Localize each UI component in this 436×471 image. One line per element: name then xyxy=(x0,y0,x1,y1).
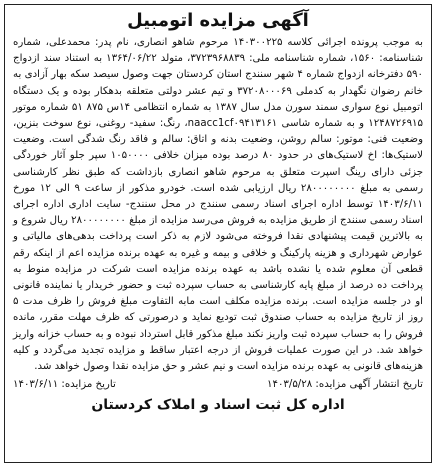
auction-notice xyxy=(4,4,432,463)
notice-body: به موجب پرونده اجرائی کلاسه ۱۴۰۳۰۰۲۲۵ مرحوم شاهو انصاری، نام پدر: محمدعلی، شماره شناسنامه: ۱۵۶۰، شماره شناسنامه ملی: ۳۷۲۳۹۶۸۸۳۹، متولد ۱۳۶۴/۰۶/۲۲ به استناد سند ازدواج ۵۹۰ دفترخانه ازدواج شماره ۴ شهر سنندج استان کردستان جهت وصول سیصد سکه بهار آزادی به خانم رضوان نگهدار به کدملی ۳۷۲۰۸۰۰۰۶۹ و تیم عشر دولتی متعلقه بدهکار بوده و یک دستگاه اتومبیل نوع سواری سمند سورن مدل سال ۱۳۸۷ به شماره انتظامی ۱۴س ۸۷۵ ۵۱ شماره موتور ۱۲۴۸۷۲۶۹۱۵ و به شماره شاسی naacc1cf۰۹۴۱۳۱۶۱، رنگ: سفید- روغنی، نوع سوخت بنزین، وضعیت فنی: موتور: سالم روشن، وضعیت بدنه و اتاق: سالم و فاقد رنگ شدگی است. وضعیت لاستیک‌ها: اخ لاستیک‌های در حدود ۸۰ درصد بوده میزان خلافی ۱۰۵۰۰۰۰ سپر جلو آثار خوردگی جزئی دارای رینگ اسپرت متعلق به مرحوم شاهو انصاری بازداشت که طبق نظر کارشناسی رسمی به مبلغ ۲۸۰۰۰۰۰۰۰۰ ریال ارزیابی شده است. خودرو مذکور از ساعت ۹ الی ۱۲ مورخ ۱۴۰۳/۶/۱۱ توسط اداره اجرای اسناد رسمی سنندج در محل سنندج- سایت اداری اداره اجرای اسناد رسمی سنندج از طریق مزایده به فروش می‌رسد مزایده از مبلغ ۲۸۰۰۰۰۰۰۰۰ ریال شروع و به بالاترین قیمت پیشنهادی نقدا فروخته می‌شود لازم به ذکر است پرداخت بدهی‌های مالیاتی و عوارض شهرداری و هزینه پارکینگ و خلافی و بیمه و غیره به عهده برنده مزایده اعم از اینکه رقم قطعی آن معلوم شده یا نشده باشد به عهده برنده مزایده است شرکت در مزایده منوط به پرداخت ده درصد از مبلغ پایه کارشناسی به حساب سپرده ثبت و حضور خریدار یا نماینده قانونی او در جلسه مزایده است. برنده مزایده مکلف است مابه التفاوت مبلغ فروش را ظرف مدت ۵ روز از تاریخ مزایده به حساب صندوق ثبت توديع نماید و درصورتی که ظرف مهلت مقرر، مانده فروش را به حساب سپرده ثبت واریز نکند مبلغ مذکور قابل استرداد نبوده و به حساب خزانه واریز خواهد شد. در این صورت عملیات فروش از درجه اعتبار ساقط و مزایده تجدید می‌گردد و کلیه هزینه‌های قانونی به عهده برنده مزایده است و نیم عشر و حق مزایده نقدا وصول خواهد شد. xyxy=(13,37,424,373)
issuer-name: اداره کل ثبت اسناد و املاک کردستان xyxy=(91,397,345,414)
notice-title: آگهی مزایده اتومبیل xyxy=(127,10,309,31)
publish-date: تاریخ انتشار آگهی مزایده: ۱۴۰۳/۵/۲۸ xyxy=(267,379,423,391)
auction-date: تاریخ مزایده: ۱۴۰۳/۶/۱۱ xyxy=(13,379,116,391)
notice-dates xyxy=(5,377,431,393)
